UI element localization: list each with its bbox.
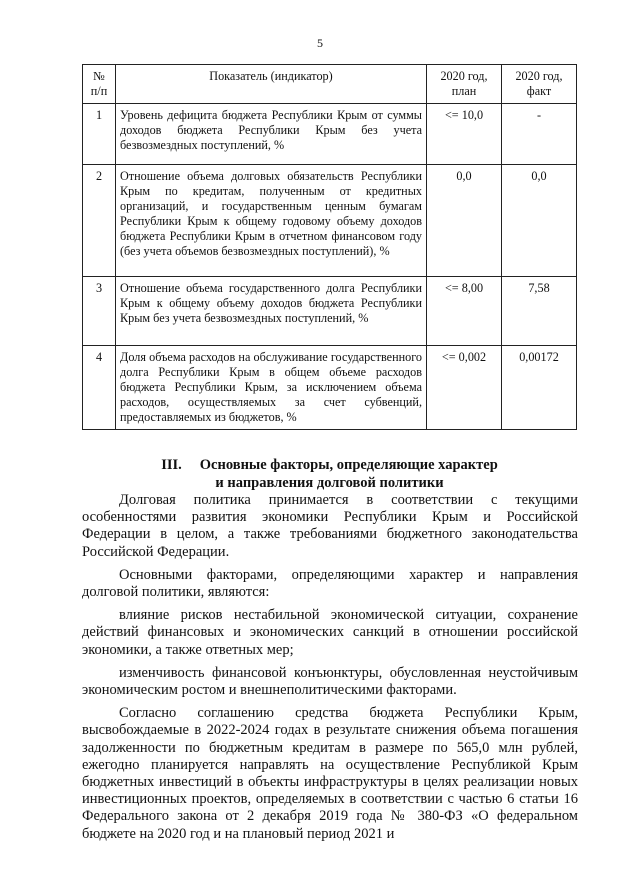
paragraph: Согласно соглашению средства бюджета Республики Крым, высвобождаемые в 2022-2024 годах в результате снижения объема погашения задолженности по бюджетным кредитам в размере по 565,0 млн рублей, ежегодно планируется направлять на осуществление Республикой Крым бюджетных инвестиций в объекты инфраструктуры в целях реализации новых инвестиционных проектов, определяемых в соответствии с частью 6 статьи 16 Федерального закона от 2 декабря 2019 года № 380-ФЗ «О федеральном бюджете на 2020 год и на плановый период 2021 и — [82, 705, 578, 842]
cell-fact: 7,58 — [502, 277, 577, 346]
table-row — [83, 165, 577, 277]
paragraph: Долговая политика принимается в соответствии с текущими особенностями развития экономики Республики Крым и Российской Федерации в целом, а также требованиями бюджетного законодательства Российской Федерации. — [82, 492, 578, 560]
cell-indicator: Доля объема расходов на обслуживание государственного долга Республики Крым в общем объеме расходов бюджета Республики Крым, за исключением объема расходов, осуществляемых за счет субвенций, предоставляемых из бюджетов, % — [116, 346, 427, 430]
cell-plan: <= 0,002 — [427, 346, 502, 430]
cell-indicator: Отношение объема долговых обязательств Республики Крым по кредитам, полученным от кредитных организаций, и государственным ценным бумагам Республики Крым к общему годовому объему доходов бюджета Республики Крым в отчетном финансовом году (без учета объемов безвозмездных поступлений), % — [116, 165, 427, 277]
page-number: 5 — [317, 36, 323, 50]
cell-plan: <= 8,00 — [427, 277, 502, 346]
cell-num: 2 — [83, 165, 116, 277]
indicators-table — [82, 64, 577, 430]
cell-fact: - — [502, 104, 577, 165]
cell-num: 1 — [83, 104, 116, 165]
header-indicator: Показатель (индикатор) — [116, 65, 427, 104]
section-title-line1: Основные факторы, определяющие характер — [199, 457, 498, 473]
header-num: № п/п — [83, 65, 116, 104]
section-heading — [82, 456, 577, 492]
cell-fact: 0,00172 — [502, 346, 577, 430]
cell-indicator: Уровень дефицита бюджета Республики Крым от суммы доходов бюджета Республики Крым без учета безвозмездных поступлений, % — [116, 104, 427, 165]
table-row — [83, 277, 577, 346]
section-title-line2: и направления долговой политики — [215, 475, 444, 491]
paragraph: изменчивость финансовой конъюнктуры, обусловленная неустойчивым экономическим ростом и внешнеполитическими факторами. — [82, 664, 578, 699]
cell-indicator: Отношение объема государственного долга Республики Крым к общему объему доходов бюджета Республики Крым без учета безвозмездных поступлений, % — [116, 277, 427, 346]
section-heading-line1 — [82, 456, 577, 474]
cell-num: 4 — [83, 346, 116, 430]
header-plan: 2020 год, план — [427, 65, 502, 104]
cell-plan: 0,0 — [427, 165, 502, 277]
table-row — [83, 104, 577, 165]
cell-plan: <= 10,0 — [427, 104, 502, 165]
header-fact: 2020 год, факт — [502, 65, 577, 104]
table-row — [83, 346, 577, 430]
cell-fact: 0,0 — [502, 165, 577, 277]
section-body — [82, 492, 578, 843]
section-number: III. — [161, 457, 182, 473]
table-header-row — [83, 65, 577, 104]
paragraph: Основными факторами, определяющими характер и направления долговой политики, являются: — [82, 566, 578, 601]
cell-num: 3 — [83, 277, 116, 346]
paragraph: влияние рисков нестабильной экономической ситуации, сохранение действий финансовых и экономических санкций в отношении российской экономики, а также ответных мер; — [82, 607, 578, 658]
